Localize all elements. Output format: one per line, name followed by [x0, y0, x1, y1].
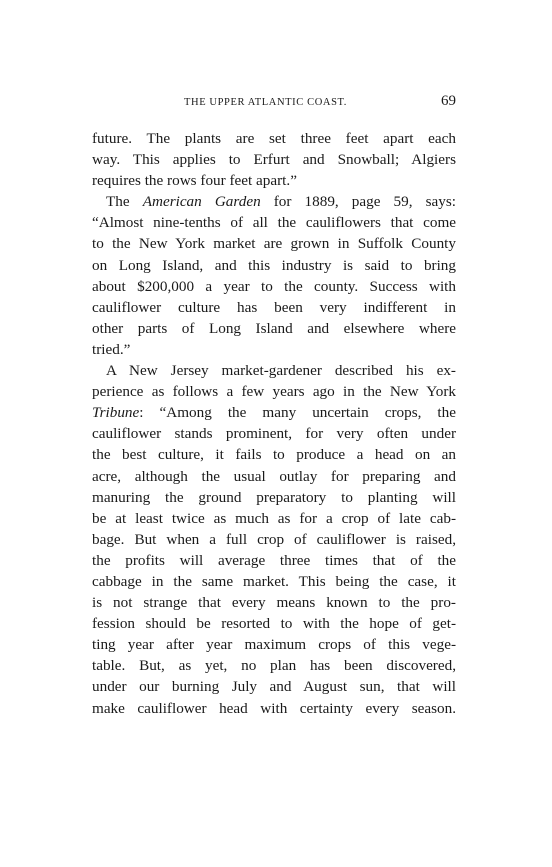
text-line: about $200,000 a year to the county. Success with	[92, 277, 456, 295]
text-line	[92, 402, 456, 423]
text-line: requires the rows four feet apart.”	[92, 172, 297, 190]
text-line: bage. But when a full crop of cauliflower is raised,	[92, 530, 456, 548]
text-segment: : “Among the many uncertain crops, the	[139, 404, 456, 422]
italic-title: American Garden	[142, 193, 261, 211]
text-line: make cauliflower head with certainty every season.	[92, 699, 456, 717]
text-segment: The	[106, 193, 143, 211]
text-line: is not strange that every means known to the pro-	[92, 594, 456, 612]
text-line: tried.”	[92, 340, 131, 358]
text-line: under our burning July and August sun, that will	[92, 678, 456, 696]
text-line: A New Jersey market-gardener described his ex-	[106, 362, 456, 380]
text-line: cabbage in the same market. This being the case, it	[92, 572, 456, 590]
text-line: perience as follows a few years ago in the New York	[92, 383, 456, 401]
text-line: the best culture, it fails to produce a head on an	[92, 446, 456, 464]
page-number: 69	[441, 93, 456, 109]
text-line: future. The plants are set three feet apart each	[92, 130, 456, 147]
text-line: be at least twice as much as for a crop of late cab-	[92, 509, 456, 527]
text-line: ting year after year maximum crops of this vege-	[92, 636, 456, 654]
text-line: other parts of Long Island and elsewhere where	[92, 319, 456, 337]
text-line: manuring the ground preparatory to planting will	[92, 488, 456, 506]
running-head	[92, 94, 456, 114]
text-line: to the New York market are grown in Suffolk County	[92, 235, 456, 253]
text-line	[92, 191, 456, 212]
text-line: fession should be resorted to with the hope of get-	[92, 615, 456, 633]
text-line: “Almost nine-tenths of all the cauliflowers that come	[92, 214, 456, 232]
text-line: way. This applies to Erfurt and Snowball; Algiers	[92, 151, 456, 169]
text-line: cauliflower stands prominent, for very often under	[92, 425, 456, 443]
text-line: the profits will average three times that of the	[92, 551, 456, 569]
text-line: table. But, as yet, no plan has been discovered,	[92, 657, 456, 675]
body-text	[92, 128, 456, 719]
running-title: THE UPPER ATLANTIC COAST.	[184, 97, 347, 108]
text-line: cauliflower culture has been very indifferent in	[92, 298, 456, 316]
text-segment: for 1889, page 59, says:	[260, 193, 456, 211]
text-line: on Long Island, and this industry is said to bring	[92, 256, 456, 274]
text-line: acre, although the usual outlay for preparing and	[92, 467, 456, 485]
italic-title: Tribune	[92, 404, 140, 422]
